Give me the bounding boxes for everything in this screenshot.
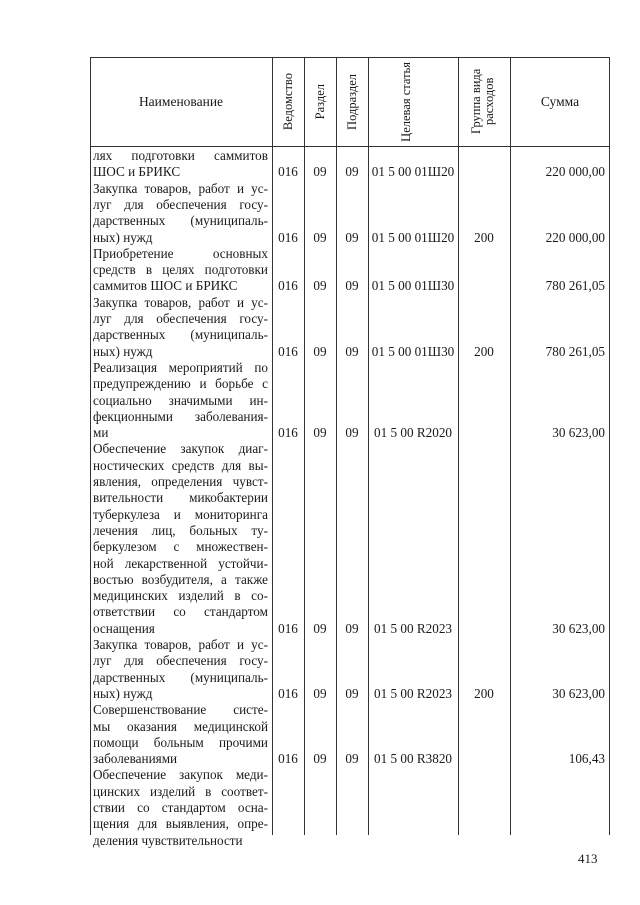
podrazdel-cell: 09: [345, 343, 359, 359]
row-description-line: Приобретение основных: [93, 245, 268, 261]
row-description-line: социально значимыми ин-: [93, 392, 268, 408]
row-description-line: ШОС и БРИКС: [93, 164, 181, 180]
row-description-line: лях подготовки саммитов: [93, 148, 268, 163]
row-description-line: луг для обеспечения госу-: [93, 311, 268, 326]
row-description-line: заболеваниями: [93, 751, 178, 767]
header-bottom-border: [90, 146, 610, 147]
vedomstvo-cell: 016: [278, 278, 298, 294]
row-description-line: ми: [93, 425, 109, 441]
row-description-line: Реализация мероприятий по: [93, 359, 268, 375]
razdel-cell: 09: [313, 229, 327, 245]
celevaya-cell: 01 5 00 R2020: [373, 425, 453, 441]
budget-table: [90, 57, 610, 848]
podrazdel-cell: 09: [345, 425, 359, 441]
podrazdel-cell: 09: [345, 685, 359, 701]
celevaya-cell: 01 5 00 01Ш30: [371, 278, 455, 294]
celevaya-cell: 01 5 00 01Ш20: [371, 229, 455, 245]
header-gruppa: Группа вида расходов: [469, 68, 496, 135]
celevaya-cell: 01 5 00 R3820: [373, 751, 453, 767]
header-summa: Сумма: [540, 93, 580, 109]
row-description-line: мы оказания медицинской: [93, 718, 268, 734]
summa-cell: 780 261,05: [545, 278, 605, 294]
row-description-line: ностических средств для вы-: [93, 457, 268, 473]
page-number: 413: [578, 851, 598, 866]
summa-cell: 30 623,00: [552, 620, 605, 636]
row-description-line: беркулезом с множествен-: [93, 539, 268, 555]
row-description-line: лечения лиц, больных ту-: [93, 522, 268, 538]
row-description-line: ответствии со стандартом: [93, 604, 268, 620]
row-description-line: ных) нужд: [93, 343, 153, 359]
razdel-cell: 09: [313, 620, 327, 636]
row-description-line: дарственных (муниципаль-: [93, 213, 268, 229]
podrazdel-cell: 09: [345, 229, 359, 245]
row-description-line: туберкулеза и мониторинга: [93, 506, 268, 522]
summa-cell: 30 623,00: [552, 425, 605, 441]
vedomstvo-cell: 016: [278, 343, 298, 359]
row-description-line: Обеспечение закупок диаг-: [93, 441, 268, 457]
row-description-line: предупреждению и борьбе с: [93, 376, 268, 392]
row-description-line: Закупка товаров, работ и ус-: [93, 637, 268, 652]
row-description-line: явления, определения чувст-: [93, 474, 268, 489]
col-border: [458, 57, 459, 835]
row-description-line: ствии со стандартом осна-: [93, 800, 268, 815]
summa-cell: 220 000,00: [545, 164, 605, 180]
vedomstvo-cell: 016: [278, 685, 298, 701]
col-border: [609, 57, 610, 835]
celevaya-cell: 01 5 00 R2023: [373, 685, 453, 701]
celevaya-cell: 01 5 00 01Ш30: [371, 343, 455, 359]
row-description-line: деления чувствительности: [93, 832, 243, 848]
header-celevaya: Целевая статья: [399, 61, 413, 142]
razdel-cell: 09: [313, 278, 327, 294]
row-description-line: луг для обеспечения госу-: [93, 196, 268, 212]
row-description-line: Закупка товаров, работ и ус-: [93, 180, 268, 196]
row-description-line: ных) нужд: [93, 229, 153, 245]
gruppa-cell: 200: [474, 685, 494, 701]
razdel-cell: 09: [313, 751, 327, 767]
vedomstvo-cell: 016: [278, 229, 298, 245]
summa-cell: 106,43: [568, 751, 605, 767]
podrazdel-cell: 09: [345, 164, 359, 180]
razdel-cell: 09: [313, 343, 327, 359]
row-description-line: помощи больным прочими: [93, 734, 268, 750]
summa-cell: 780 261,05: [545, 343, 605, 359]
razdel-cell: 09: [313, 164, 327, 180]
podrazdel-cell: 09: [345, 751, 359, 767]
row-description-line: вительности микобактерии: [93, 490, 268, 506]
header-vedomstvo: Ведомство: [280, 72, 295, 131]
header-razdel: Раздел: [312, 83, 327, 120]
row-description-line: востью возбудителя, а также: [93, 571, 268, 587]
celevaya-cell: 01 5 00 R2023: [373, 620, 453, 636]
vedomstvo-cell: 016: [278, 425, 298, 441]
header-name: Наименование: [138, 93, 224, 109]
celevaya-cell: 01 5 00 01Ш20: [371, 164, 455, 180]
row-description-line: луг для обеспечения госу-: [93, 653, 268, 669]
gruppa-cell: 200: [474, 343, 494, 359]
row-description-line: саммитов ШОС и БРИКС: [93, 278, 238, 294]
row-description-line: Закупка товаров, работ и ус-: [93, 294, 268, 310]
row-description-line: Обеспечение закупок меди-: [93, 767, 268, 783]
row-description-line: щения для выявления, опре-: [93, 816, 268, 832]
row-description-line: ной лекарственной устойчи-: [93, 555, 268, 571]
row-description-line: дарственных (муниципаль-: [93, 327, 268, 343]
row-description-line: медицинских изделий в со-: [93, 588, 268, 604]
vedomstvo-cell: 016: [278, 620, 298, 636]
row-description-line: средств в целях подготовки: [93, 262, 268, 278]
summa-cell: 220 000,00: [545, 229, 605, 245]
gruppa-cell: 200: [474, 229, 494, 245]
summa-cell: 30 623,00: [552, 685, 605, 701]
row-description-line: фекционными заболевания-: [93, 408, 268, 424]
row-description-line: дарственных (муниципаль-: [93, 669, 268, 685]
vedomstvo-cell: 016: [278, 751, 298, 767]
header-podrazdel: Подраздел: [344, 73, 359, 130]
podrazdel-cell: 09: [345, 620, 359, 636]
row-description-line: оснащения: [93, 620, 155, 636]
row-description-line: ных) нужд: [93, 685, 153, 701]
razdel-cell: 09: [313, 425, 327, 441]
row-description-line: цинских изделий в соответ-: [93, 783, 268, 799]
row-description-line: Совершенствование систе-: [93, 702, 268, 718]
vedomstvo-cell: 016: [278, 164, 298, 180]
podrazdel-cell: 09: [345, 278, 359, 294]
razdel-cell: 09: [313, 685, 327, 701]
col-border: [90, 57, 91, 835]
